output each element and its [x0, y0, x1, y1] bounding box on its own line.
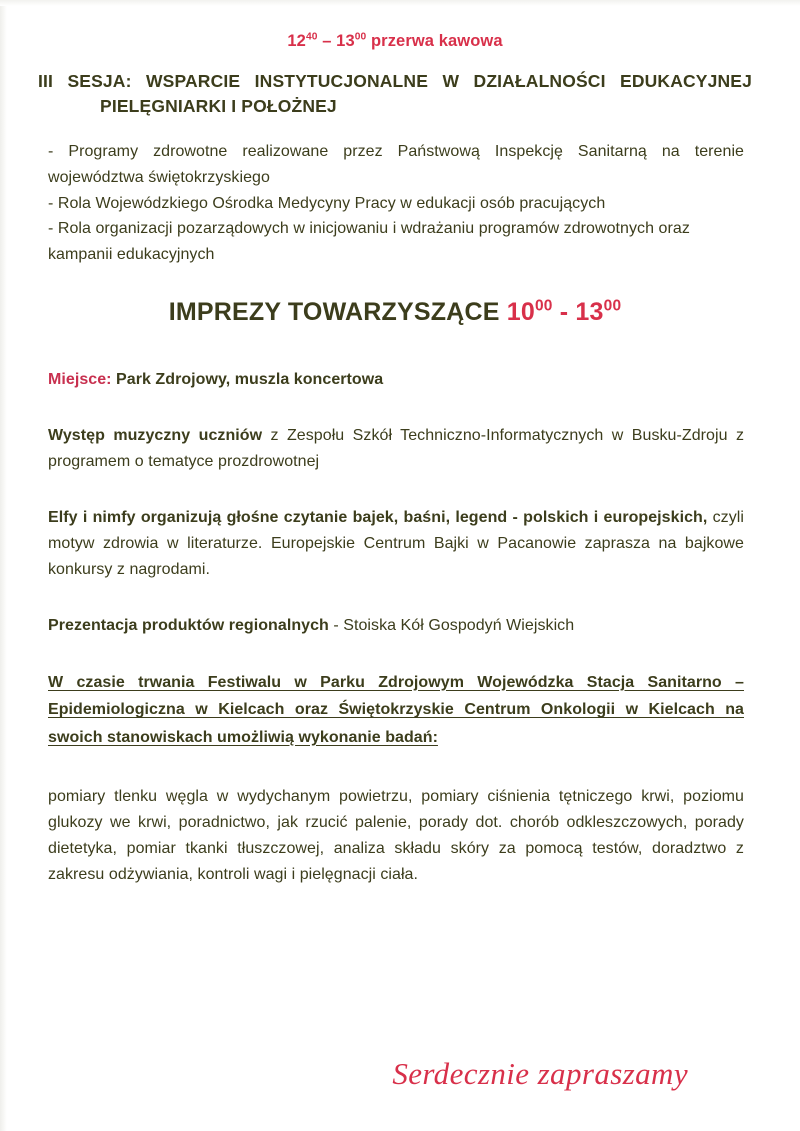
place-line — [38, 367, 752, 393]
coffee-end-hour: 13 — [336, 32, 355, 50]
accompanying-events-heading — [38, 298, 752, 327]
events-end-minutes: 00 — [603, 297, 622, 315]
accompanying-events-title: IMPREZY TOWARZYSZĄCE — [168, 298, 507, 327]
coffee-label: przerwa kawowa — [366, 32, 503, 50]
elves-paragraph — [38, 505, 752, 583]
performance-bold-lead: Występ muzyczny uczniów — [48, 427, 263, 445]
session-heading — [38, 69, 752, 119]
regional-products-bold-lead: Prezentacja produktów regionalnych — [48, 616, 329, 634]
session-topics-list — [38, 139, 752, 269]
coffee-break-line — [38, 0, 752, 51]
coffee-start-hour: 12 — [287, 32, 306, 50]
place-label: Miejsce: — [48, 371, 112, 389]
events-time-separator: - — [552, 298, 576, 327]
coffee-start-minutes: 40 — [305, 31, 318, 43]
place-value: Park Zdrojowy, muszla koncertowa — [111, 371, 384, 389]
regional-products-rest: - Stoiska Kół Gospodyń Wiejskich — [328, 616, 575, 634]
accompanying-events-time — [507, 298, 622, 326]
festival-screening-note: W czasie trwania Festiwalu w Parku Zdrojowym Wojewódzka Stacja Sanitarno – Epidemiologiczna w Kielcach oraz Świętokrzyskie Centrum Onkologii w Kielcach na swoich stanowiskach umożliwią wykonanie badań: — [48, 673, 744, 746]
events-end-hour: 13 — [575, 298, 604, 327]
session-topic-item: - Rola organizacji pozarządowych w inicjowaniu i wdrażaniu programów zdrowotnych oraz kampanii edukacyjnych — [48, 220, 690, 264]
coffee-dash: – — [317, 32, 337, 50]
performance-rest: z Zespołu Szkół Techniczno-Informatycznych w Busku-Zdroju z programem o tematyce prozdrowotnej — [48, 427, 745, 471]
session-topic-item: - Rola Wojewódzkiego Ośrodka Medycyny Pracy w edukacji osób pracujących — [48, 194, 606, 212]
performance-paragraph — [38, 423, 752, 475]
regional-products-paragraph — [38, 613, 752, 639]
measurements-paragraph: pomiary tlenku węgla w wydychanym powietrzu, pomiary ciśnienia tętniczego krwi, poziomu glukozy we krwi, poradnictwo, jak rzucić palenie, porady dot. chorób odkleszczowych, porady dietetyka, pomiar tkanki tłuszczowej, analiza składu skóry za pomocą testów, doradztwo z zakresu odżywiania, kontroli wagi i pielęgnacji ciała. — [48, 788, 744, 883]
coffee-end-minutes: 00 — [354, 31, 367, 43]
elves-rest: czyli motyw zdrowia w literaturze. Europejskie Centrum Bajki w Pacanowie zaprasza na bajkowe konkursy z nagrodami. — [48, 508, 744, 578]
session-heading-line-1: III SESJA: WSPARCIE INSTYTUCJONALNE W DZIAŁALNOŚCI EDUKACYJNEJ — [38, 71, 752, 91]
elves-bold-lead: Elfy i nimfy organizują głośne czytanie bajek, baśni, legend - polskich i europejskich, — [48, 508, 708, 526]
events-start-minutes: 00 — [534, 297, 553, 315]
session-topic-item: - Programy zdrowotne realizowane przez Państwową Inspekcję Sanitarną na terenie województwa świętokrzyskiego — [48, 142, 744, 186]
session-heading-line-2: PIELĘGNIARKI I POŁOŻNEJ — [100, 95, 337, 116]
events-start-hour: 10 — [506, 298, 535, 327]
closing-signature: Serdecznie zapraszamy — [392, 1055, 688, 1091]
